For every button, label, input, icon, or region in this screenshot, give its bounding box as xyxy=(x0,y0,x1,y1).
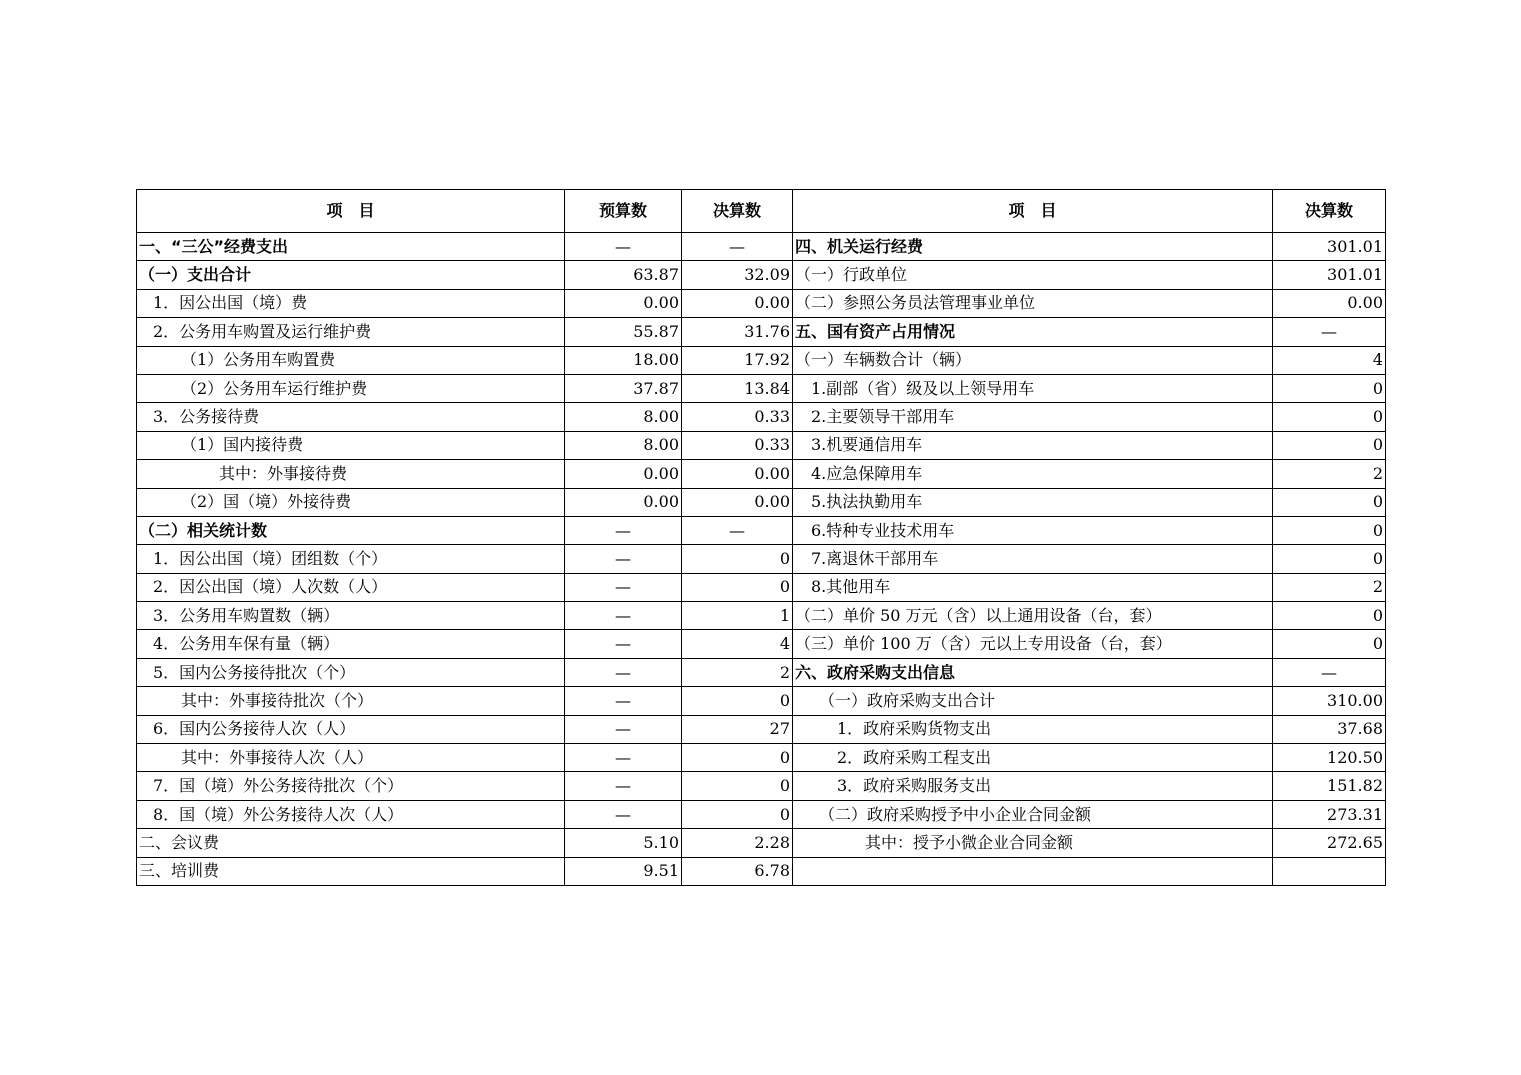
right-item-label: （二）政府采购授予中小企业合同金额 xyxy=(793,800,1273,828)
right-actual-value: 37.68 xyxy=(1273,715,1386,743)
left-item-label: （二）相关统计数 xyxy=(137,516,565,544)
actual-value: 0.00 xyxy=(682,460,793,488)
right-actual-value: 273.31 xyxy=(1273,800,1386,828)
table-row xyxy=(137,630,1386,658)
right-actual-value: 0 xyxy=(1273,602,1386,630)
budget-value: 8.00 xyxy=(565,431,682,459)
left-item-label: 一、“三公”经费支出 xyxy=(137,233,565,261)
table-row xyxy=(137,829,1386,857)
budget-value: — xyxy=(565,800,682,828)
actual-value: 17.92 xyxy=(682,346,793,374)
budget-value: 0.00 xyxy=(565,289,682,317)
table-row xyxy=(137,403,1386,431)
right-item-label: 7.离退休干部用车 xyxy=(793,545,1273,573)
budget-value: 0.00 xyxy=(565,460,682,488)
right-item-label: 其中：授予小微企业合同金额 xyxy=(793,829,1273,857)
right-item-label: 四、机关运行经费 xyxy=(793,233,1273,261)
left-item-label: 1．因公出国（境）团组数（个） xyxy=(137,545,565,573)
actual-value: 1 xyxy=(682,602,793,630)
table-row xyxy=(137,602,1386,630)
right-item-label: （二）单价 50 万元（含）以上通用设备（台，套） xyxy=(793,602,1273,630)
actual-value: 0 xyxy=(682,772,793,800)
budget-value: — xyxy=(565,630,682,658)
actual-value: — xyxy=(682,516,793,544)
right-actual-value: 301.01 xyxy=(1273,261,1386,289)
table-row xyxy=(137,516,1386,544)
right-actual-value: 301.01 xyxy=(1273,233,1386,261)
table-row xyxy=(137,744,1386,772)
table-row xyxy=(137,431,1386,459)
left-item-label: （一）支出合计 xyxy=(137,261,565,289)
actual-value: 13.84 xyxy=(682,374,793,402)
table-row xyxy=(137,573,1386,601)
right-actual-value: 0 xyxy=(1273,488,1386,516)
right-item-label: 2.主要领导干部用车 xyxy=(793,403,1273,431)
actual-value: 0.00 xyxy=(682,289,793,317)
actual-value: 0 xyxy=(682,800,793,828)
header-left-item: 项 目 xyxy=(137,190,565,233)
actual-value: 0.33 xyxy=(682,403,793,431)
budget-value: — xyxy=(565,744,682,772)
left-item-label: 8．国（境）外公务接待人次（人） xyxy=(137,800,565,828)
header-right-actual: 决算数 xyxy=(1273,190,1386,233)
table-row xyxy=(137,289,1386,317)
budget-value: — xyxy=(565,772,682,800)
table-row xyxy=(137,488,1386,516)
budget-value: 5.10 xyxy=(565,829,682,857)
table-row xyxy=(137,687,1386,715)
right-actual-value: 0 xyxy=(1273,516,1386,544)
right-item-label: 2．政府采购工程支出 xyxy=(793,744,1273,772)
right-item-label: 5.执法执勤用车 xyxy=(793,488,1273,516)
budget-value: — xyxy=(565,233,682,261)
table-row xyxy=(137,800,1386,828)
actual-value: 31.76 xyxy=(682,318,793,346)
table-row xyxy=(137,261,1386,289)
table-row xyxy=(137,318,1386,346)
right-actual-value: 310.00 xyxy=(1273,687,1386,715)
left-item-label: 三、培训费 xyxy=(137,857,565,885)
right-item-label: （一）行政单位 xyxy=(793,261,1273,289)
actual-value: — xyxy=(682,233,793,261)
right-item-label: 六、政府采购支出信息 xyxy=(793,658,1273,686)
right-item-label: 五、国有资产占用情况 xyxy=(793,318,1273,346)
right-actual-value: 2 xyxy=(1273,573,1386,601)
table-row xyxy=(137,658,1386,686)
actual-value: 0 xyxy=(682,687,793,715)
budget-value: — xyxy=(565,516,682,544)
left-item-label: 7．国（境）外公务接待批次（个） xyxy=(137,772,565,800)
header-right-item: 项 目 xyxy=(793,190,1273,233)
right-actual-value: 272.65 xyxy=(1273,829,1386,857)
table-row xyxy=(137,772,1386,800)
left-item-label: 二、会议费 xyxy=(137,829,565,857)
left-item-label: （1）公务用车购置费 xyxy=(137,346,565,374)
right-actual-value: 0 xyxy=(1273,545,1386,573)
budget-value: — xyxy=(565,715,682,743)
left-item-label: 1．因公出国（境）费 xyxy=(137,289,565,317)
left-item-label: （1）国内接待费 xyxy=(137,431,565,459)
right-item-label: 1．政府采购货物支出 xyxy=(793,715,1273,743)
right-item-label: 3.机要通信用车 xyxy=(793,431,1273,459)
table-row xyxy=(137,346,1386,374)
right-actual-value xyxy=(1273,857,1386,885)
right-actual-value: 120.50 xyxy=(1273,744,1386,772)
right-item-label: 8.其他用车 xyxy=(793,573,1273,601)
right-actual-value: 0 xyxy=(1273,431,1386,459)
left-item-label: 6．国内公务接待人次（人） xyxy=(137,715,565,743)
header-budget: 预算数 xyxy=(565,190,682,233)
right-actual-value: 0.00 xyxy=(1273,289,1386,317)
left-item-label: 3．公务接待费 xyxy=(137,403,565,431)
actual-value: 0 xyxy=(682,545,793,573)
left-item-label: 2．公务用车购置及运行维护费 xyxy=(137,318,565,346)
budget-value: — xyxy=(565,602,682,630)
right-item-label: （三）单价 100 万（含）元以上专用设备（台，套） xyxy=(793,630,1273,658)
table-row xyxy=(137,715,1386,743)
budget-value: — xyxy=(565,687,682,715)
actual-value: 27 xyxy=(682,715,793,743)
budget-value: — xyxy=(565,545,682,573)
right-actual-value: 4 xyxy=(1273,346,1386,374)
right-item-label: 1.副部（省）级及以上领导用车 xyxy=(793,374,1273,402)
actual-value: 2 xyxy=(682,658,793,686)
actual-value: 32.09 xyxy=(682,261,793,289)
left-item-label: 其中：外事接待费 xyxy=(137,460,565,488)
actual-value: 0.00 xyxy=(682,488,793,516)
budget-value: — xyxy=(565,658,682,686)
right-actual-value: 0 xyxy=(1273,630,1386,658)
right-actual-value: 0 xyxy=(1273,374,1386,402)
budget-value: 9.51 xyxy=(565,857,682,885)
budget-value: 63.87 xyxy=(565,261,682,289)
left-item-label: 4．公务用车保有量（辆） xyxy=(137,630,565,658)
budget-value: — xyxy=(565,573,682,601)
right-actual-value: — xyxy=(1273,658,1386,686)
actual-value: 6.78 xyxy=(682,857,793,885)
budget-value: 37.87 xyxy=(565,374,682,402)
right-item-label: 4.应急保障用车 xyxy=(793,460,1273,488)
left-item-label: 2．因公出国（境）人次数（人） xyxy=(137,573,565,601)
right-item-label: 6.特种专业技术用车 xyxy=(793,516,1273,544)
actual-value: 0.33 xyxy=(682,431,793,459)
left-item-label: 其中：外事接待人次（人） xyxy=(137,744,565,772)
table-row xyxy=(137,460,1386,488)
right-item-label xyxy=(793,857,1273,885)
table-row xyxy=(137,857,1386,885)
right-actual-value: 151.82 xyxy=(1273,772,1386,800)
left-item-label: 3．公务用车购置数（辆） xyxy=(137,602,565,630)
right-item-label: 3．政府采购服务支出 xyxy=(793,772,1273,800)
budget-value: 18.00 xyxy=(565,346,682,374)
actual-value: 0 xyxy=(682,744,793,772)
table-row xyxy=(137,233,1386,261)
right-actual-value: — xyxy=(1273,318,1386,346)
right-item-label: （二）参照公务员法管理事业单位 xyxy=(793,289,1273,317)
budget-value: 55.87 xyxy=(565,318,682,346)
right-item-label: （一）车辆数合计（辆） xyxy=(793,346,1273,374)
header-actual: 决算数 xyxy=(682,190,793,233)
left-item-label: 其中：外事接待批次（个） xyxy=(137,687,565,715)
expense-table xyxy=(136,189,1386,886)
table-row xyxy=(137,374,1386,402)
left-item-label: 5．国内公务接待批次（个） xyxy=(137,658,565,686)
table-row xyxy=(137,545,1386,573)
right-actual-value: 0 xyxy=(1273,403,1386,431)
budget-value: 0.00 xyxy=(565,488,682,516)
header-row xyxy=(137,190,1386,233)
left-item-label: （2）公务用车运行维护费 xyxy=(137,374,565,402)
right-actual-value: 2 xyxy=(1273,460,1386,488)
budget-value: 8.00 xyxy=(565,403,682,431)
actual-value: 2.28 xyxy=(682,829,793,857)
actual-value: 0 xyxy=(682,573,793,601)
right-item-label: （一）政府采购支出合计 xyxy=(793,687,1273,715)
actual-value: 4 xyxy=(682,630,793,658)
left-item-label: （2）国（境）外接待费 xyxy=(137,488,565,516)
